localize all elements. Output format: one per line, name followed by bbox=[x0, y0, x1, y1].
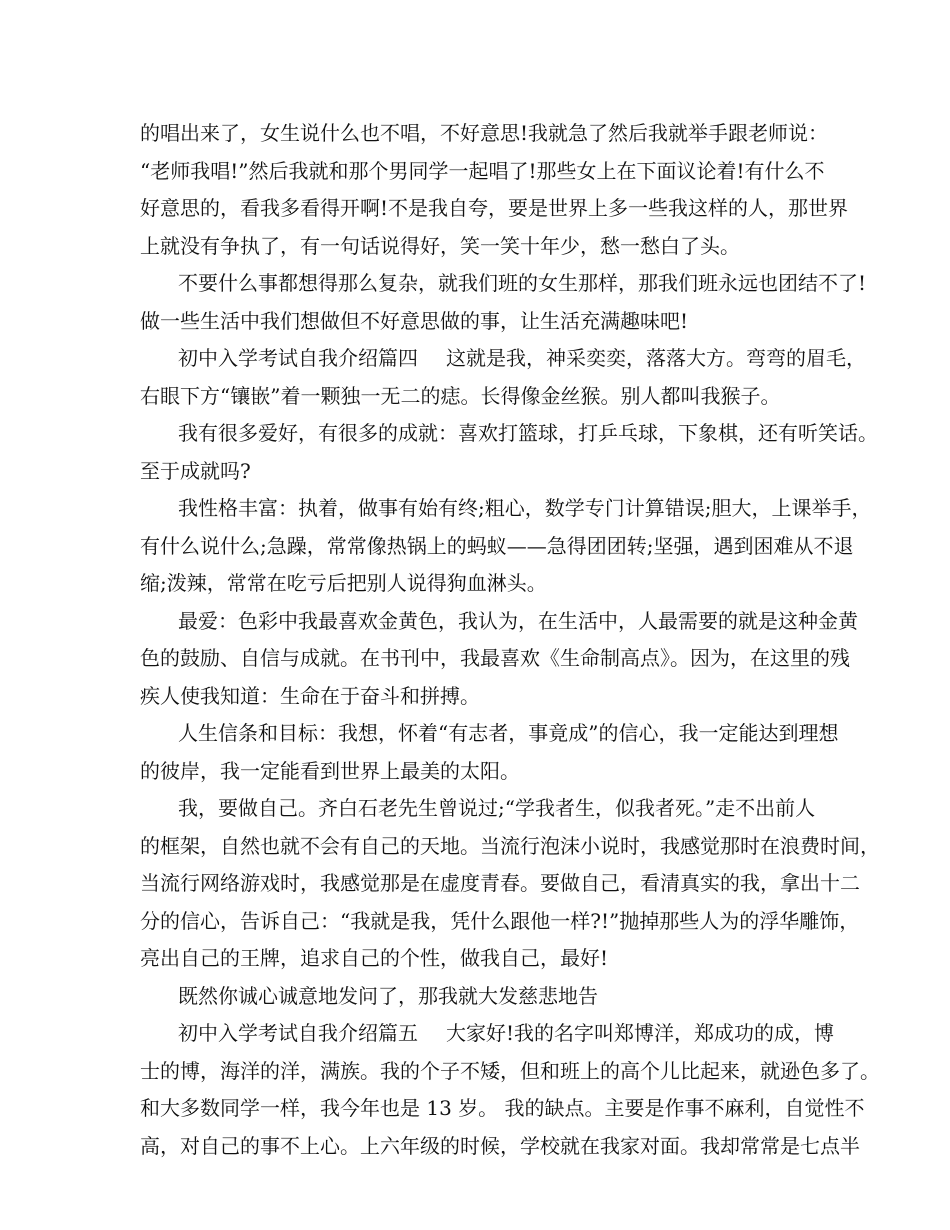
paragraph-first-line: 不要什么事都想得那么复杂，就我们班的女生那样，那我们班永远也团结不了! bbox=[178, 271, 867, 295]
document-body bbox=[140, 115, 880, 1165]
section-heading-line bbox=[140, 1015, 835, 1053]
text-line: 缩;泼辣，常常在吃亏后把别人说得狗血淋头。 bbox=[140, 571, 547, 595]
text-line: 的框架，自然也就不会有自己的天地。当流行泡沫小说时，我感觉那时在浪费时间， bbox=[140, 833, 880, 858]
text-line: 做一些生活中我们想做但不好意思做的事，让生活充满趣味吧! bbox=[140, 308, 689, 333]
text-line: 分的信心，告诉自己：“我就是我，凭什么跟他一样?!”抛掉那些人为的浮华雕饰， bbox=[140, 908, 860, 933]
paragraph-first-line: 既然你诚心诚意地发问了，那我就大发慈悲地告 bbox=[178, 983, 598, 1008]
text-line: 和大多数同学一样，我今年也是 13 岁。 我的缺点。主要是作事不麻利，自觉性不 bbox=[140, 1096, 865, 1120]
text-line: 士的博，海洋的洋，满族。我的个子不矮，但和班上的高个儿比起来，就逊色多了。 bbox=[140, 1058, 880, 1083]
text-line: 当流行网络游戏时，我感觉那是在虚度青春。要做自己，看清真实的我，拿出十二 bbox=[140, 871, 860, 895]
paragraph-first-line: 我有很多爱好，有很多的成就：喜欢打篮球，打乒乓球，下象棋，还有听笑话。 bbox=[178, 421, 878, 445]
text-line: 右眼下方“镶嵌”着一颗独一无二的痣。长得像金丝猴。别人都叫我猴子。 bbox=[140, 383, 781, 408]
text-line: 至于成就吗? bbox=[140, 458, 251, 483]
text-line: 上就没有争执了，有一句话说得好，笑一笑十年少，愁一愁白了头。 bbox=[140, 233, 740, 258]
section-intro-text: 这就是我，神采奕奕，落落大方。弯弯的眉毛， bbox=[446, 346, 866, 370]
section-heading: 初中入学考试自我介绍篇五 bbox=[178, 1021, 418, 1045]
section-intro-text: 大家好!我的名字叫郑博洋，郑成功的成，博 bbox=[446, 1021, 835, 1045]
paragraph-first-line: 人生信条和目标：我想，怀着“有志者，事竟成”的信心，我一定能达到理想 bbox=[178, 721, 839, 745]
text-line: 色的鼓励、自信与成就。在书刊中，我最喜欢《生命制高点》。因为，在这里的残 bbox=[140, 646, 850, 670]
paragraph-first-line: 我性格丰富：执着，做事有始有终;粗心，数学专门计算错误;胆大，上课举手， bbox=[178, 496, 872, 520]
section-heading: 初中入学考试自我介绍篇四 bbox=[178, 346, 418, 370]
section-heading-line bbox=[140, 340, 866, 378]
text-line: 有什么说什么;急躁，常常像热锅上的蚂蚁——急得团团转;坚强，遇到困难从不退 bbox=[140, 533, 854, 558]
paragraph-first-line: 最爱：色彩中我最喜欢金黄色，我认为，在生活中，人最需要的就是这种金黄 bbox=[178, 608, 858, 633]
text-line: 亮出自己的王牌，追求自己的个性，做我自己，最好! bbox=[140, 946, 609, 970]
text-line: 高，对自己的事不上心。上六年级的时候，学校就在我家对面。我却常常是七点半 bbox=[140, 1133, 860, 1158]
text-line: 好意思的，看我多看得开啊!不是我自夸，要是世界上多一些我这样的人，那世界 bbox=[140, 196, 849, 220]
text-line: 的彼岸，我一定能看到世界上最美的太阳。 bbox=[140, 758, 520, 783]
text-line: 的唱出来了，女生说什么也不唱，不好意思!我就急了然后我就举手跟老师说： bbox=[140, 121, 829, 145]
text-line: “老师我唱!”然后我就和那个男同学一起唱了!那些女上在下面议论着!有什么不 bbox=[140, 158, 825, 183]
text-line: 疾人使我知道：生命在于奋斗和拼搏。 bbox=[140, 683, 480, 708]
paragraph-first-line: 我，要做自己。齐白石老先生曾说过;“学我者生，似我者死。”走不出前人 bbox=[178, 796, 816, 820]
